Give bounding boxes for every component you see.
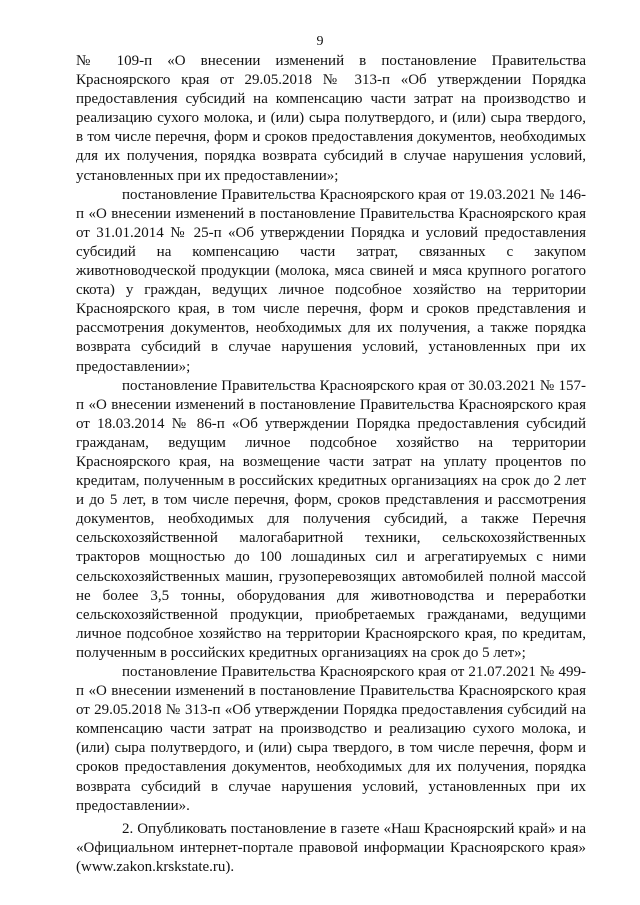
paragraph-amendment-109: № 109-п «О внесении изменений в постановление Правительства Красноярского края от 29.05.2018 № 313-п «Об утверждении Порядка предоставления субсидий на компенсацию части затрат на производство и реализацию сухого молока, и (или) сыра полутвердого, и (или) сыра твердого, в том числе перечня, форм и сроков предоставления документов, необходимых для их получения, порядка возврата субсидий в случае нарушения условий, установленных при их предоставлении»; [76, 53, 586, 184]
paragraph-amendment-157: постановление Правительства Красноярского края от 30.03.2021 № 157-п «О внесении изменений в постановление Правительства Красноярского края от 18.03.2014 № 86-п «Об утверждении Порядка предоставления субсидий гражданам, ведущим личное подсобное хозяйство на территории Красноярского края, на возмещение части затрат на уплату процентов по кредитам, полученным в российских кредитных организациях на срок до 2 лет и до 5 лет, в том числе перечня, форм, сроков представления и рассмотрения документов, необходимых для получения субсидий, а также Перечня сельскохозяйственной малогабаритной техники, сельскохозяйственных тракторов мощностью до 100 лошадиных сил и агрегатируемых с ними сельскохозяйственных машин, грузоперевозящих автомобилей полной массой не более 3,5 тонны, оборудования для животноводства и переработки сельскохозяйственной продукции, приобретаемых гражданами, ведущими личное подсобное хозяйство на территории Красноярского края, по кредитам, полученным в российских кредитных организациях на срок до 5 лет»; [76, 377, 586, 661]
page-number: 9 [316, 34, 324, 49]
paragraph-amendment-499: постановление Правительства Красноярского края от 21.07.2021 № 499-п «О внесении изменений в постановление Правительства Красноярского края от 29.05.2018 № 313-п «Об утверждении Порядка предоставления субсидий на компенсацию части затрат на производство и реализацию сухого молока, и (или) сыра полутвердого, и (или) сыра твердого, в том числе перечня, форм и сроков предоставления документов, необходимых для их получения, порядка возврата субсидий в случае нарушения условий, установленных при их предоставлении». [76, 664, 586, 814]
document-body [76, 52, 586, 877]
paragraph-publication-clause: 2. Опубликовать постановление в газете «Наш Красноярский край» и на «Официальном интернет-портале правовой информации Красноярского края» (www.zakon.krskstate.ru). [76, 820, 586, 875]
paragraph-amendment-146: постановление Правительства Красноярского края от 19.03.2021 № 146-п «О внесении изменений в постановление Правительства Красноярского края от 31.01.2014 № 25-п «Об утверждении Порядка и условий предоставления субсидий на компенсацию части затрат, связанных с закупом животноводческой продукции (молока, мяса свиней и мяса крупного рогатого скота) у граждан, ведущих личное подсобное хозяйство на территории Красноярского края, в том числе перечня, форм и сроков представления и рассмотрения документов, необходимых для их получения, а также порядка возврата субсидий в случае нарушения условий, установленных при их предоставлении»; [76, 186, 586, 375]
